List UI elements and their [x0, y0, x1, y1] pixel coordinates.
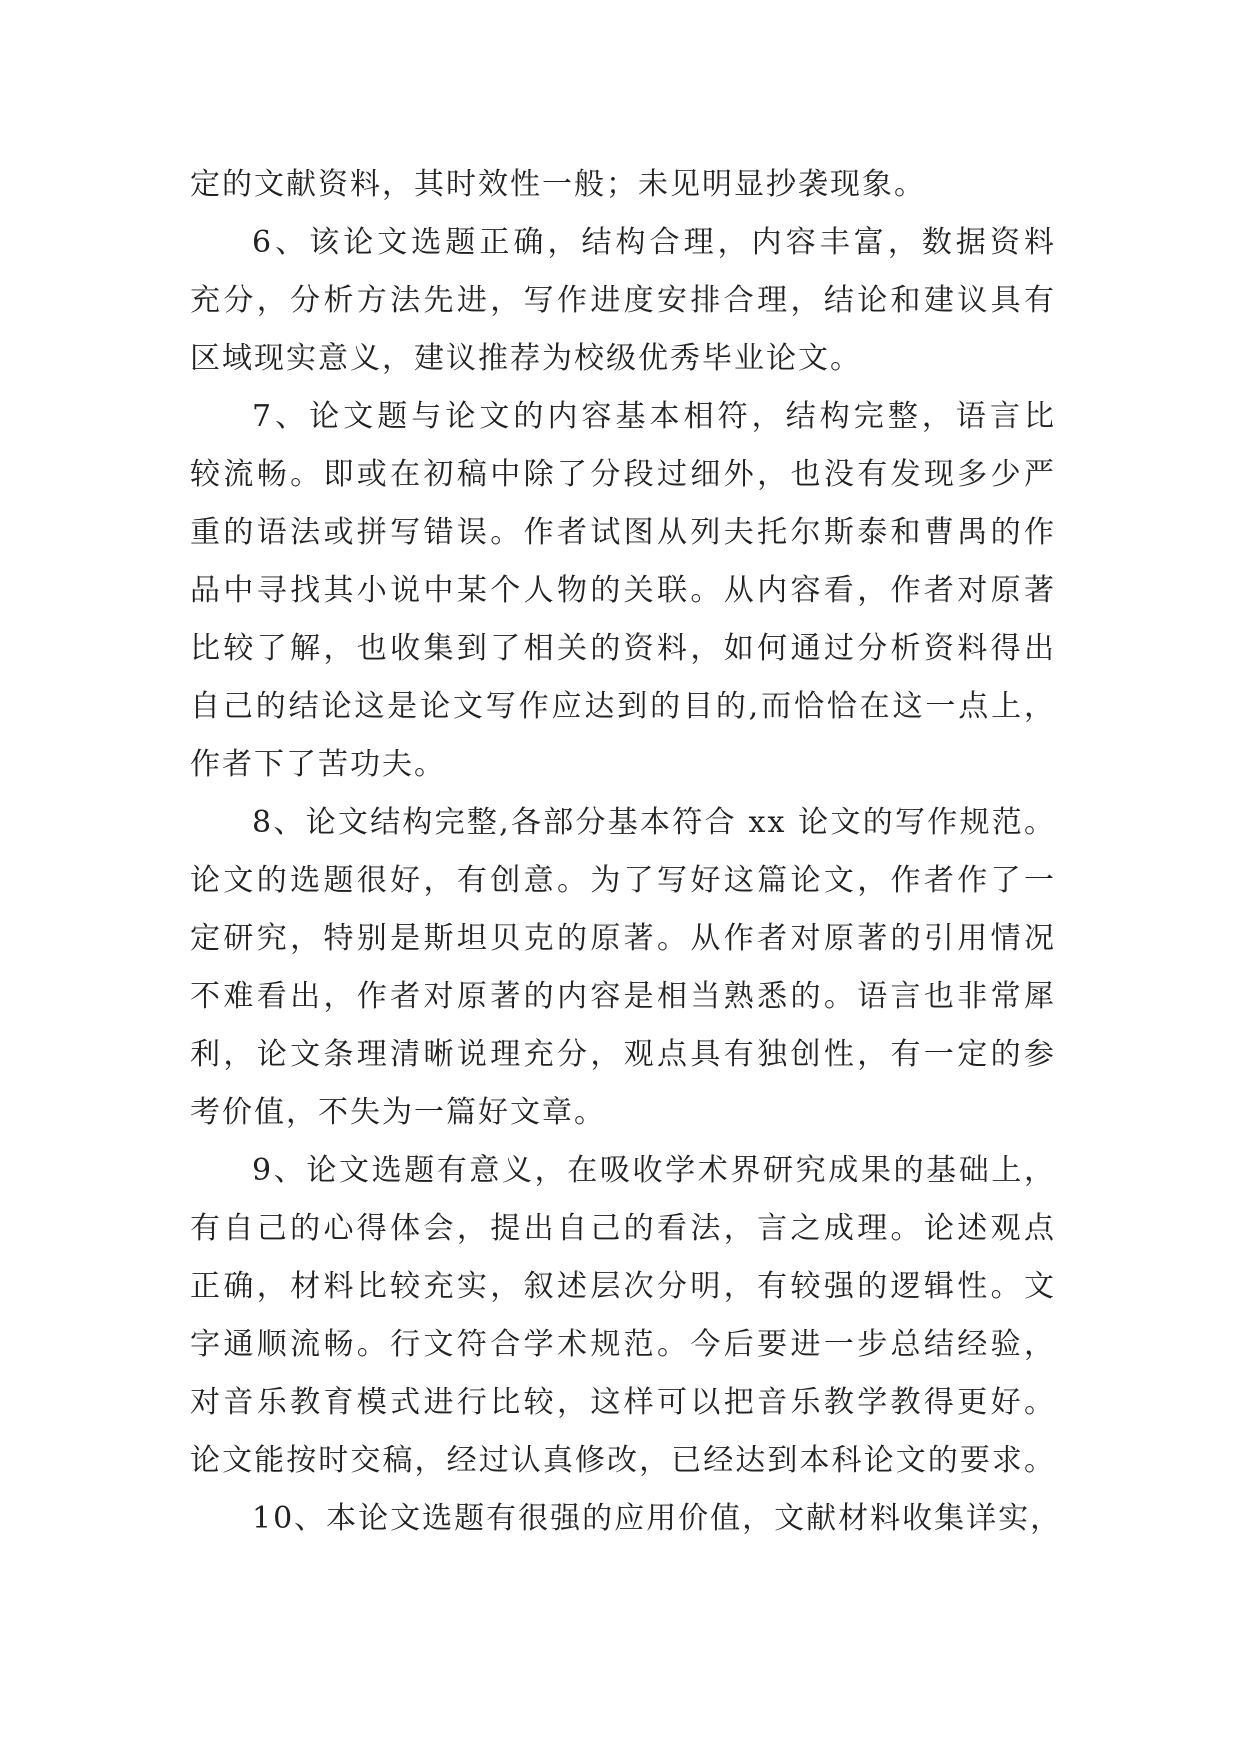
text-line: 品中寻找其小说中某个人物的关联。从内容看，作者对原著: [190, 573, 1056, 608]
paragraph: [190, 214, 1056, 388]
text-line: 字通顺流畅。行文符合学术规范。今后要进一步总结经验，: [190, 1327, 1056, 1362]
paragraph: [190, 388, 1056, 794]
text-line: 考价值，不失为一篇好文章。: [190, 1095, 606, 1130]
text-line: 定的文献资料，其时效性一般；未见明显抄袭现象。: [190, 167, 926, 202]
document-body: [190, 156, 1063, 1548]
text-line: 重的语法或拼写错误。作者试图从列夫托尔斯泰和曹禺的作: [190, 515, 1056, 550]
text-line: 7、论文题与论文的内容基本相符，结构完整，语言比: [252, 399, 1056, 434]
text-line: 自己的结论这是论文写作应达到的目的,而恰恰在这一点上，: [190, 689, 1056, 724]
text-line: 充分，分析方法先进，写作进度安排合理，结论和建议具有: [190, 283, 1056, 318]
paragraph: [190, 156, 1056, 214]
text-line: 10、本论文选题有很强的应用价值，文献材料收集详实，: [252, 1501, 1063, 1536]
paragraph: [190, 1490, 1063, 1548]
text-line: 论文能按时交稿，经过认真修改，已经达到本科论文的要求。: [190, 1443, 1056, 1478]
text-line: 正确，材料比较充实，叙述层次分明，有较强的逻辑性。文: [190, 1269, 1056, 1304]
text-line: 不难看出，作者对原著的内容是相当熟悉的。语言也非常犀: [190, 979, 1056, 1014]
text-line: 作者下了苦功夫。: [190, 747, 446, 782]
text-line: 对音乐教育模式进行比较，这样可以把音乐教学教得更好。: [190, 1385, 1056, 1420]
paragraph: [190, 794, 1056, 1142]
text-line: 论文的选题很好，有创意。为了写好这篇论文，作者作了一: [190, 863, 1056, 898]
text-line: 定研究，特别是斯坦贝克的原著。从作者对原著的引用情况: [190, 921, 1056, 956]
text-line: 有自己的心得体会，提出自己的看法，言之成理。论述观点: [190, 1211, 1056, 1246]
text-line: 9、论文选题有意义，在吸收学术界研究成果的基础上，: [252, 1153, 1056, 1188]
text-line: 比较了解，也收集到了相关的资料，如何通过分析资料得出: [190, 631, 1056, 666]
paragraph: [190, 1142, 1056, 1490]
text-line: 利，论文条理清晰说理充分，观点具有独创性，有一定的参: [190, 1037, 1056, 1072]
text-line: 6、该论文选题正确，结构合理，内容丰富，数据资料: [252, 225, 1056, 260]
text-line: 区域现实意义，建议推荐为校级优秀毕业论文。: [190, 341, 862, 376]
text-line: 较流畅。即或在初稿中除了分段过细外，也没有发现多少严: [190, 457, 1056, 492]
text-line: 8、论文结构完整,各部分基本符合 xx 论文的写作规范。: [252, 805, 1056, 840]
